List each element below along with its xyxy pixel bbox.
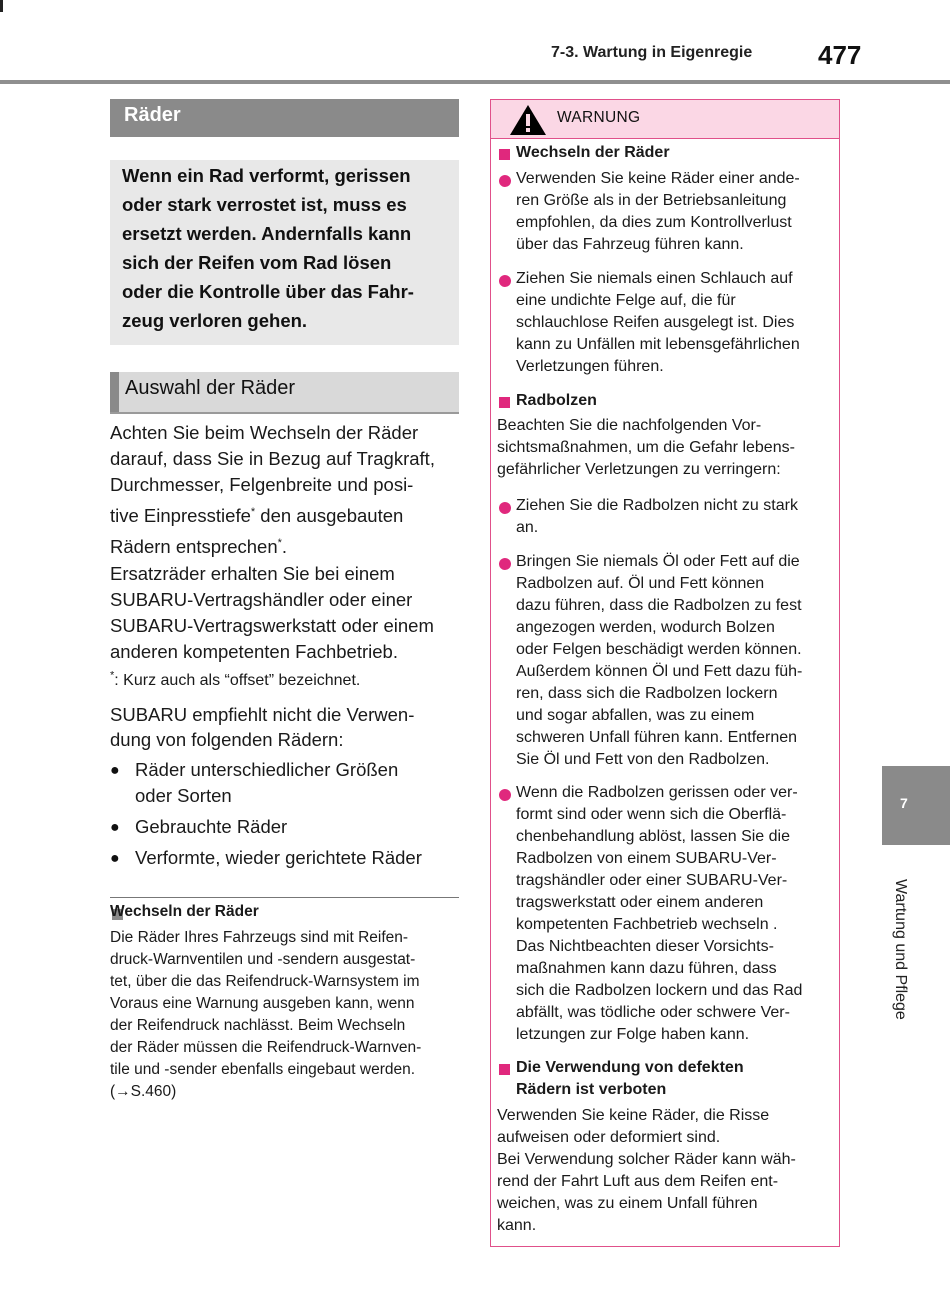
list-item: Verformte, wieder gerichtete Räder bbox=[135, 847, 422, 868]
bullet-dot-icon bbox=[499, 558, 511, 570]
warning-line: rend der Fahrt Luft aus dem Reifen ent- bbox=[497, 1173, 779, 1190]
warning-line: chenbehandlung ablöst, lassen Sie die bbox=[516, 828, 790, 845]
warning-line: kompetenten Fachbetrieb wechseln . bbox=[516, 916, 778, 933]
warning-line: dazu führen, dass die Radbolzen zu fest bbox=[516, 597, 802, 614]
notice-line: Wenn ein Rad verformt, gerissen bbox=[122, 165, 411, 186]
notice-line: oder die Kontrolle über das Fahr- bbox=[122, 281, 414, 302]
warning-line: und sogar abfallen, was zu einem bbox=[516, 707, 755, 724]
list-item: Räder unterschiedlicher Größen bbox=[135, 759, 399, 780]
body-line: dung von folgenden Rädern: bbox=[110, 729, 344, 750]
body-line: Durchmesser, Felgenbreite und posi- bbox=[110, 474, 414, 495]
list-item: oder Sorten bbox=[135, 785, 232, 806]
warning-line: Ziehen Sie die Radbolzen nicht zu stark bbox=[516, 497, 798, 514]
warning-line: ren, dass sich die Radbolzen lockern bbox=[516, 685, 778, 702]
warning-line: an. bbox=[516, 519, 539, 536]
footnote-text: : Kurz auch als “offset” bezeichnet. bbox=[114, 672, 361, 689]
warning-line: Das Nichtbeachten dieser Vorsichts- bbox=[516, 938, 774, 955]
warning-line: sich die Radbolzen lockern und das Rad bbox=[516, 982, 803, 999]
warning-line: Verletzungen führen. bbox=[516, 358, 664, 375]
section-title: Räder bbox=[124, 104, 181, 126]
square-bullet-icon bbox=[499, 397, 510, 408]
warning-subheading: Radbolzen bbox=[516, 392, 597, 409]
note-line: tet, über die das Reifendruck-Warnsystem im bbox=[110, 973, 420, 990]
warning-line: über das Fahrzeug führen kann. bbox=[516, 236, 744, 253]
header-rule bbox=[0, 80, 950, 84]
notice-line: oder stark verrostet ist, muss es bbox=[122, 194, 407, 215]
list-item: Gebrauchte Räder bbox=[135, 816, 288, 837]
warning-line: empfohlen, da dies zum Kontrollverlust bbox=[516, 214, 792, 231]
warning-line: letzungen zur Folge haben kann. bbox=[516, 1026, 750, 1043]
page-reference: (→S.460) bbox=[110, 1083, 177, 1100]
warning-box bbox=[490, 99, 840, 1247]
square-bullet-icon bbox=[499, 149, 510, 160]
warning-line: schweren Unfall führen kann. Entfernen bbox=[516, 729, 798, 746]
body-text-run: den ausgebauten bbox=[255, 505, 404, 526]
asterisk-mark: * bbox=[277, 536, 282, 549]
note-divider bbox=[110, 897, 459, 898]
subsection-accent-bar bbox=[110, 372, 119, 412]
note-line: druck-Warnventilen und -sendern ausgestat- bbox=[110, 951, 416, 968]
body-text-run: Rädern entsprechen bbox=[110, 536, 278, 557]
subsection-title: Auswahl der Räder bbox=[125, 377, 296, 399]
warning-line: gefährlicher Verletzungen zu verringern: bbox=[497, 461, 781, 478]
chapter-tab-number: 7 bbox=[900, 795, 908, 811]
warning-subheading: Wechseln der Räder bbox=[516, 144, 670, 161]
warning-line: Radbolzen auf. Öl und Fett können bbox=[516, 575, 765, 592]
body-line bbox=[110, 536, 287, 558]
footnote bbox=[110, 669, 361, 690]
body-text-run: tive Einpresstiefe bbox=[110, 505, 251, 526]
note-line: der Räder müssen die Reifendruck-Warnven- bbox=[110, 1039, 422, 1056]
chapter-title: 7-3. Wartung in Eigenregie bbox=[551, 44, 753, 61]
warning-line: schlauchlose Reifen ausgelegt ist. Dies bbox=[516, 314, 795, 331]
chapter-tab[interactable] bbox=[882, 766, 950, 845]
note-line: tile und -sender ebenfalls eingebaut werden. bbox=[110, 1061, 416, 1078]
warning-line: sichtsmaßnahmen, um die Gefahr lebens- bbox=[497, 439, 795, 456]
notice-line: ersetzt werden. Andernfalls kann bbox=[122, 223, 412, 244]
warning-header bbox=[491, 100, 839, 139]
subsection-header bbox=[110, 372, 459, 414]
body-line: SUBARU empfiehlt nicht die Verwen- bbox=[110, 704, 415, 725]
warning-line: Ziehen Sie niemals einen Schlauch auf bbox=[516, 270, 793, 287]
body-text-run: . bbox=[281, 536, 288, 557]
bullet-dot-icon bbox=[499, 789, 511, 801]
warning-line: kann zu Unfällen mit lebensgefährlichen bbox=[516, 336, 800, 353]
footnote-mark: * bbox=[110, 669, 115, 682]
warning-line: Bringen Sie niemals Öl oder Fett auf die bbox=[516, 553, 800, 570]
notice-line: sich der Reifen vom Rad lösen bbox=[122, 252, 392, 273]
note-line: Die Räder Ihres Fahrzeugs sind mit Reifen- bbox=[110, 929, 409, 946]
bullet-icon: ● bbox=[110, 762, 120, 779]
warning-line: Außerdem können Öl und Fett dazu füh- bbox=[516, 663, 803, 680]
body-line: Achten Sie beim Wechseln der Räder bbox=[110, 422, 419, 443]
warning-line: Bei Verwendung solcher Räder kann wäh- bbox=[497, 1151, 796, 1168]
warning-subheading: Die Verwendung von defekten bbox=[516, 1059, 744, 1076]
warning-triangle-icon bbox=[509, 104, 547, 136]
warning-line: ren Größe als in der Betriebsanleitung bbox=[516, 192, 787, 209]
page-corner-mark bbox=[0, 0, 3, 12]
square-bullet-icon bbox=[499, 1064, 510, 1075]
warning-line: Radbolzen von einem SUBARU-Ver- bbox=[516, 850, 777, 867]
note-line: der Reifendruck nachlässt. Beim Wechseln bbox=[110, 1017, 406, 1034]
body-line: darauf, dass Sie in Bezug auf Tragkraft, bbox=[110, 448, 435, 469]
warning-line: tragshändler oder einer SUBARU-Ver- bbox=[516, 872, 788, 889]
section-title-bar bbox=[110, 99, 459, 137]
chapter-tab-label: Wartung und Pflege bbox=[892, 879, 909, 1020]
warning-subheading: Rädern ist verboten bbox=[516, 1081, 667, 1098]
warning-line: abfällt, was tödliche oder schwere Ver- bbox=[516, 1004, 790, 1021]
warning-line: oder Felgen beschädigt werden können. bbox=[516, 641, 802, 658]
body-line: anderen kompetenten Fachbetrieb. bbox=[110, 641, 398, 662]
warning-line: Wenn die Radbolzen gerissen oder ver- bbox=[516, 784, 798, 801]
warning-line: formt sind oder wenn sich die Oberflä- bbox=[516, 806, 787, 823]
bullet-icon: ● bbox=[110, 819, 120, 836]
warning-line: Sie Öl und Fett von den Radbolzen. bbox=[516, 751, 770, 768]
warning-line: Verwenden Sie keine Räder, die Risse bbox=[497, 1107, 770, 1124]
bullet-dot-icon bbox=[499, 502, 511, 514]
bullet-icon: ● bbox=[110, 850, 120, 867]
warning-line: kann. bbox=[497, 1217, 537, 1234]
warning-line: maßnahmen kann dazu führen, dass bbox=[516, 960, 777, 977]
warning-line: angezogen werden, wodurch Bolzen bbox=[516, 619, 775, 636]
bullet-dot-icon bbox=[499, 175, 511, 187]
body-line bbox=[110, 505, 403, 527]
page-number: 477 bbox=[818, 40, 862, 70]
body-line: Ersatzräder erhalten Sie bei einem bbox=[110, 563, 395, 584]
warning-line: aufweisen oder deformiert sind. bbox=[497, 1129, 721, 1146]
body-line: SUBARU-Vertragswerkstatt oder einem bbox=[110, 615, 434, 636]
warning-line: Beachten Sie die nachfolgenden Vor- bbox=[497, 417, 762, 434]
notice-line: zeug verloren gehen. bbox=[122, 310, 308, 331]
bullet-dot-icon bbox=[499, 275, 511, 287]
note-line: Voraus eine Warnung ausgeben kann, wenn bbox=[110, 995, 415, 1012]
body-line: SUBARU-Vertragshändler oder einer bbox=[110, 589, 413, 610]
warning-title: WARNUNG bbox=[557, 109, 641, 126]
warning-line: weichen, was zu einem Unfall führen bbox=[497, 1195, 758, 1212]
warning-line: tragswerkstatt oder einem anderen bbox=[516, 894, 764, 911]
warning-line: eine undichte Felge auf, die für bbox=[516, 292, 736, 309]
warning-line: Verwenden Sie keine Räder einer ande- bbox=[516, 170, 800, 187]
asterisk-mark: * bbox=[250, 505, 256, 518]
note-title: Wechseln der Räder bbox=[110, 903, 259, 920]
notice-box bbox=[110, 160, 459, 345]
